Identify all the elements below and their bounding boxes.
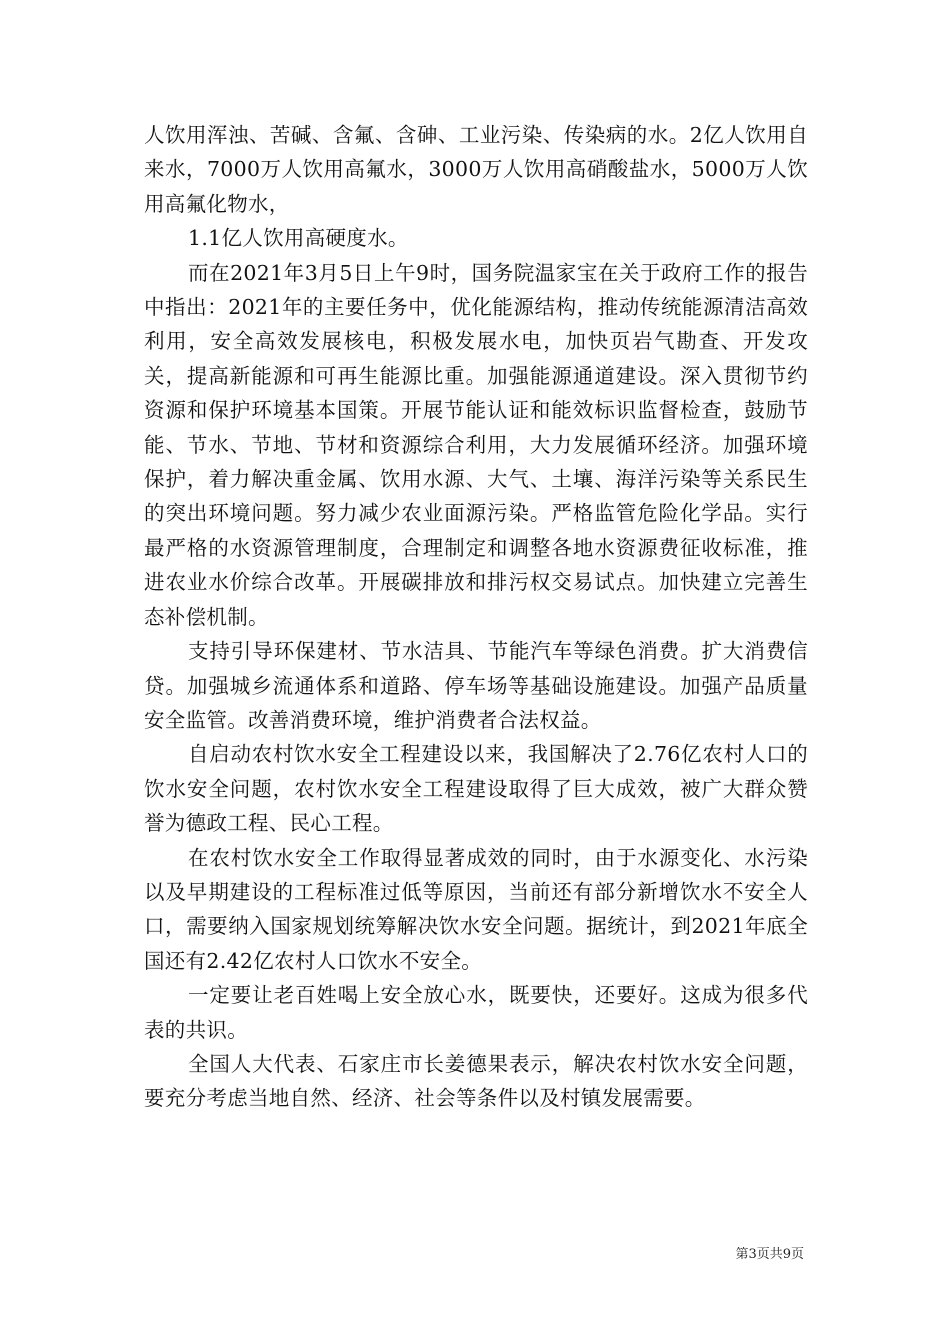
page-number-footer: 第3页共9页 [735, 1247, 804, 1262]
paragraph-2: 1.1亿人饮用高硬度水。 [188, 226, 409, 251]
paragraph-6: 在农村饮水安全工作取得显著成效的同时，由于水源变化、水污染以及早期建设的工程标准过低等原因，当前还有部分新增饮水不安全人口，需要纳入国家规划统筹解决饮水安全问题。据统计，到2021年底全国还有2.42亿农村人口饮水不安全。 [144, 845, 808, 973]
paragraph-3: 而在2021年3月5日上午9时，国务院温家宝在关于政府工作的报告中指出：2021年的主要任务中，优化能源结构，推动传统能源清洁高效利用，安全高效发展核电，积极发展水电，加快页岩气勘查、开发攻关，提高新能源和可再生能源比重。加强能源通道建设。深入贯彻节约资源和保护环境基本国策。开展节能认证和能效标识监督检查，鼓励节能、节水、节地、节材和资源综合利用，大力发展循环经济。加强环境保护，着力解决重金属、饮用水源、大气、土壤、海洋污染等关系民生的突出环境问题。努力减少农业面源污染。严格监管危险化学品。实行最严格的水资源管理制度，合理制定和调整各地水资源费征收标准，推进农业水价综合改革。开展碳排放和排污权交易试点。加快建立完善生态补偿机制。 [144, 260, 808, 629]
paragraph-1: 人饮用浑浊、苦碱、含氟、含砷、工业污染、传染病的水。2亿人饮用自来水，7000万人饮用高氟水，3000万人饮用高硝酸盐水，5000万人饮用高氟化物水， [144, 123, 808, 216]
body-text [144, 118, 808, 1116]
paragraph-7: 一定要让老百姓喝上安全放心水，既要快，还要好。这成为很多代表的共识。 [144, 983, 808, 1042]
paragraph-5: 自启动农村饮水安全工程建设以来，我国解决了2.76亿农村人口的饮水安全问题，农村饮水安全工程建设取得了巨大成效，被广大群众赞誉为德政工程、民心工程。 [144, 742, 808, 836]
paragraph-4: 支持引导环保建材、节水洁具、节能汽车等绿色消费。扩大消费信贷。加强城乡流通体系和道路、停车场等基础设施建设。加强产品质量安全监管。改善消费环境，维护消费者合法权益。 [144, 639, 808, 732]
paragraph-8: 全国人大代表、石家庄市长姜德果表示，解决农村饮水安全问题，要充分考虑当地自然、经济、社会等条件以及村镇发展需要。 [144, 1051, 808, 1111]
